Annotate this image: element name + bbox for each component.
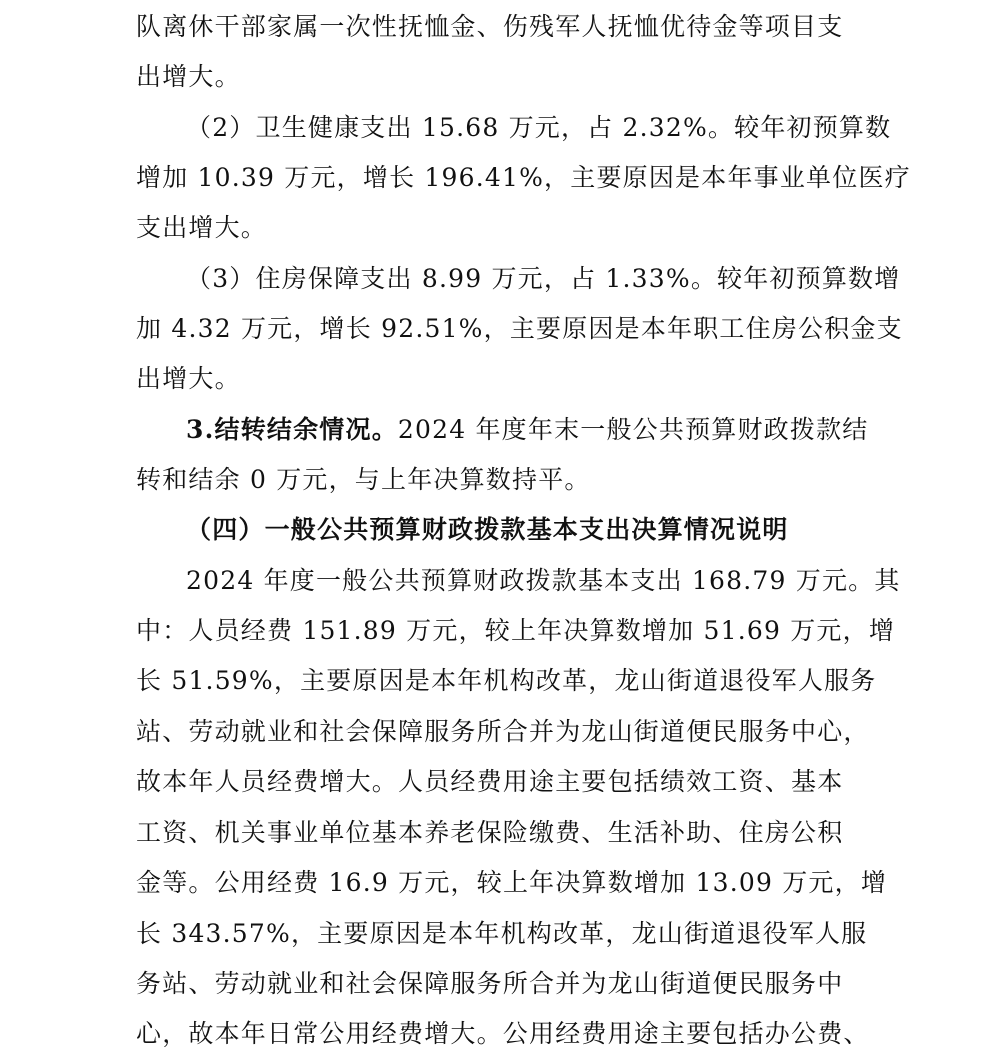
text-line: 出增大。 bbox=[136, 62, 241, 91]
section-text: 2024 年度年末一般公共预算财政拨款结 bbox=[397, 415, 869, 444]
text-line: 2024 年度一般公共预算财政拨款基本支出 168.79 万元。其 bbox=[186, 566, 901, 595]
text-line: 转和结余 0 万元，与上年决算数持平。 bbox=[136, 465, 591, 494]
text-line: 工资、机关事业单位基本养老保险缴费、生活补助、住房公积 bbox=[136, 818, 844, 847]
text-line: 支出增大。 bbox=[136, 213, 268, 242]
section-heading: 3.结转结余情况。 bbox=[186, 415, 398, 444]
text-line: 长 51.59%，主要原因是本年机构改革，龙山街道退役军人服务 bbox=[136, 666, 877, 695]
text-line: 金等。公用经费 16.9 万元，较上年决算数增加 13.09 万元，增 bbox=[136, 868, 888, 897]
text-line: 务站、劳动就业和社会保障服务所合并为龙山街道便民服务中 bbox=[136, 969, 844, 998]
text-line: 队离休干部家属一次性抚恤金、伤残军人抚恤优待金等项目支 bbox=[136, 12, 844, 41]
text-line: 出增大。 bbox=[136, 364, 241, 393]
text-line: 增加 10.39 万元，增长 196.41%，主要原因是本年事业单位医疗 bbox=[136, 163, 911, 192]
text-line: 站、劳动就业和社会保障服务所合并为龙山街道便民服务中心， bbox=[136, 717, 870, 746]
text-line: 长 343.57%，主要原因是本年机构改革，龙山街道退役军人服 bbox=[136, 919, 868, 948]
text-line: （3）住房保障支出 8.99 万元，占 1.33%。较年初预算数增 bbox=[186, 264, 901, 293]
section-title: （四）一般公共预算财政拨款基本支出决算情况说明 bbox=[186, 515, 789, 544]
section-line bbox=[0, 415, 1000, 445]
text-line: （2）卫生健康支出 15.68 万元，占 2.32%。较年初预算数 bbox=[186, 113, 892, 142]
text-line: 故本年人员经费增大。人员经费用途主要包括绩效工资、基本 bbox=[136, 767, 844, 796]
text-line: 心，故本年日常公用经费增大。公用经费用途主要包括办公费、 bbox=[136, 1019, 870, 1048]
text-line: 中：人员经费 151.89 万元，较上年决算数增加 51.69 万元，增 bbox=[136, 616, 896, 645]
text-line: 加 4.32 万元，增长 92.51%，主要原因是本年职工住房公积金支 bbox=[136, 314, 903, 343]
